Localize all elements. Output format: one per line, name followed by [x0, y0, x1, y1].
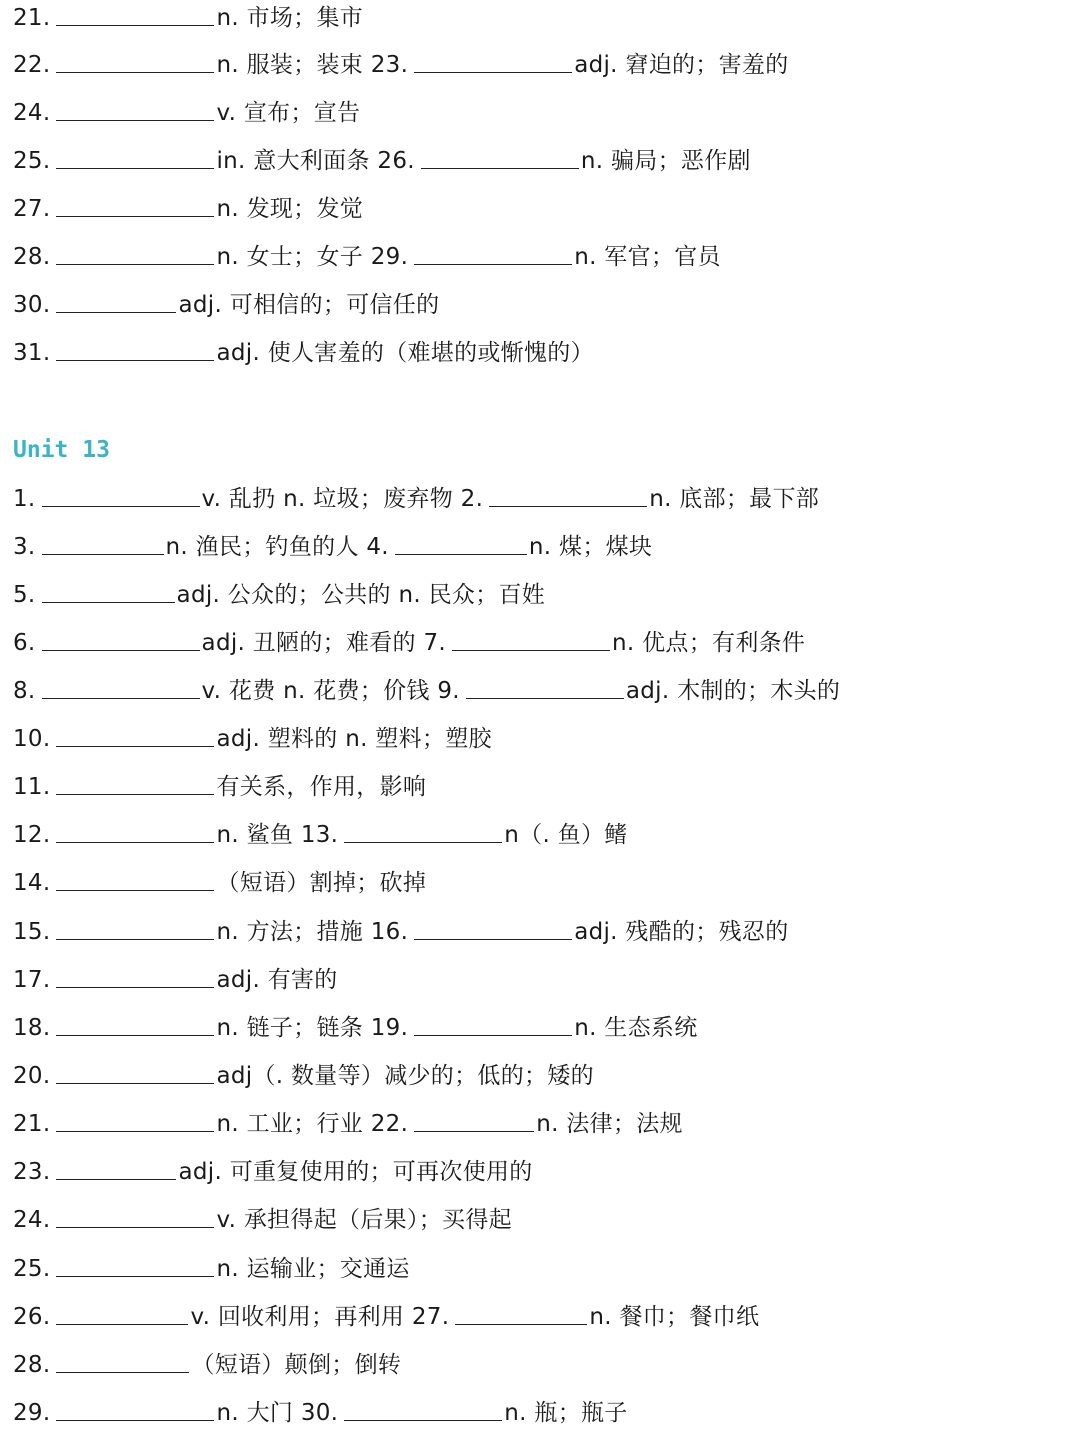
item-number: 8.: [13, 678, 36, 704]
item-definition: （短语）颠倒；倒转: [191, 1352, 402, 1378]
item-definition: n. 发现；发觉: [216, 196, 364, 222]
item-number: 29.: [370, 244, 409, 270]
item-number: 25.: [13, 148, 51, 174]
item-number: 19.: [370, 1015, 409, 1041]
vocab-line: [13, 239, 721, 275]
item-number: 22.: [370, 1111, 409, 1137]
item-definition: adj. 可重复使用的；可再次使用的: [178, 1159, 533, 1185]
item-number: 12.: [13, 822, 51, 848]
item-definition: v. 花费 n. 花费；价钱: [201, 678, 430, 704]
item-definition: v. 承担得起（后果）；买得起: [216, 1207, 512, 1233]
item-definition: adj. 窘迫的；害羞的: [574, 52, 789, 78]
vocab-line: [13, 577, 545, 613]
answer-blank[interactable]: [414, 1011, 572, 1036]
item-number: 27.: [13, 196, 51, 222]
item-number: 15.: [13, 919, 51, 945]
item-number: 7.: [423, 630, 447, 656]
item-definition: n. 渔民；钓鱼的人: [165, 534, 359, 560]
answer-blank[interactable]: [56, 866, 214, 891]
item-definition: n. 鲨鱼: [216, 822, 294, 848]
answer-blank[interactable]: [344, 1396, 502, 1421]
item-number: 13.: [300, 822, 339, 848]
item-number: 26.: [13, 1304, 51, 1330]
item-number: 28.: [13, 244, 51, 270]
answer-blank[interactable]: [414, 915, 572, 940]
item-definition: adj. 残酷的；残忍的: [574, 919, 789, 945]
answer-blank[interactable]: [56, 1396, 214, 1421]
answer-blank[interactable]: [56, 288, 176, 313]
vocab-line: [13, 865, 426, 901]
item-definition: n. 方法；措施: [216, 919, 364, 945]
item-definition: v. 回收利用；再利用: [190, 1304, 405, 1330]
vocab-line: [13, 1299, 759, 1335]
answer-blank[interactable]: [56, 1059, 214, 1084]
answer-blank[interactable]: [414, 240, 572, 265]
item-number: 29.: [13, 1400, 51, 1426]
item-number: 21.: [13, 5, 51, 31]
item-number: 30.: [13, 292, 51, 318]
item-number: 17.: [13, 967, 51, 993]
item-definition: adj. 有害的: [216, 967, 338, 993]
item-number: 22.: [13, 52, 51, 78]
item-definition: adj. 丑陋的；难看的: [201, 630, 416, 656]
item-definition: n. 餐巾；餐巾纸: [589, 1304, 760, 1330]
vocab-line: [13, 817, 628, 853]
item-number: 9.: [437, 678, 460, 704]
item-definition: n. 链子；链条: [216, 1015, 364, 1041]
answer-blank[interactable]: [56, 1107, 214, 1132]
answer-blank[interactable]: [414, 48, 572, 73]
item-definition: adj. 可相信的；可信任的: [178, 292, 440, 318]
item-definition: n. 军官；官员: [574, 244, 721, 270]
answer-blank[interactable]: [56, 770, 214, 795]
item-number: 3.: [13, 534, 36, 560]
vocab-line: [13, 1347, 401, 1383]
answer-blank[interactable]: [452, 626, 610, 651]
answer-blank[interactable]: [344, 818, 502, 843]
item-definition: n. 运输业；交通运: [216, 1256, 410, 1282]
vocab-line: [13, 721, 492, 757]
item-definition: n. 瓶；瓶子: [504, 1400, 628, 1426]
item-definition: n. 工业；行业: [216, 1111, 364, 1137]
item-number: 2.: [460, 486, 484, 512]
item-number: 25.: [13, 1256, 51, 1282]
answer-blank[interactable]: [56, 818, 214, 843]
answer-blank[interactable]: [56, 1203, 214, 1228]
item-definition: n. 骗局；恶作剧: [580, 148, 751, 174]
item-definition: in. 意大利面条: [216, 148, 370, 174]
vocab-line: [13, 1010, 698, 1046]
answer-blank[interactable]: [56, 48, 214, 73]
item-number: 26.: [377, 148, 415, 174]
item-number: 21.: [13, 1111, 51, 1137]
answer-blank[interactable]: [42, 482, 200, 507]
answer-blank[interactable]: [421, 144, 579, 169]
item-number: 24.: [13, 1207, 51, 1233]
vocab-line: [13, 914, 789, 950]
item-definition: n. 煤；煤块: [528, 534, 653, 560]
item-definition: n. 法律；法规: [536, 1111, 683, 1137]
item-definition: n. 女士；女子: [216, 244, 364, 270]
answer-blank[interactable]: [56, 915, 214, 940]
answer-blank[interactable]: [56, 1, 214, 26]
item-number: 31.: [13, 340, 51, 366]
item-number: 6.: [13, 630, 36, 656]
item-number: 24.: [13, 100, 51, 126]
answer-blank[interactable]: [42, 578, 175, 603]
item-number: 28.: [13, 1352, 51, 1378]
answer-blank[interactable]: [56, 1348, 189, 1373]
answer-blank[interactable]: [56, 192, 214, 217]
item-definition: adj（. 数量等）减少的；低的；矮的: [216, 1063, 594, 1089]
vocab-line: [13, 47, 789, 83]
answer-blank[interactable]: [56, 963, 214, 988]
answer-blank[interactable]: [56, 96, 214, 121]
answer-blank[interactable]: [466, 674, 624, 699]
answer-blank[interactable]: [42, 626, 200, 651]
vocab-line: [13, 625, 805, 661]
item-number: 4.: [366, 534, 389, 560]
vocab-line: [13, 191, 363, 227]
item-definition: n. 底部；最下部: [649, 486, 820, 512]
item-definition: n. 生态系统: [574, 1015, 698, 1041]
item-definition: n. 优点；有利条件: [612, 630, 806, 656]
answer-blank[interactable]: [56, 1155, 176, 1180]
item-definition: adj. 公众的；公共的 n. 民众；百姓: [176, 582, 546, 608]
item-definition: n. 服装；装束: [216, 52, 364, 78]
vocab-line: [13, 1395, 628, 1431]
unit-heading: Unit 13: [13, 437, 110, 463]
vocab-line: [13, 335, 594, 371]
item-definition: n（. 鱼）鳍: [504, 822, 628, 848]
vocab-line: [13, 95, 360, 131]
item-number: 18.: [13, 1015, 51, 1041]
item-number: 20.: [13, 1063, 51, 1089]
answer-blank[interactable]: [414, 1107, 534, 1132]
item-number: 10.: [13, 726, 51, 752]
item-definition: （短语）割掉；砍掉: [216, 870, 427, 896]
vocab-line: [13, 1058, 594, 1094]
item-number: 23.: [13, 1159, 51, 1185]
item-number: 23.: [370, 52, 409, 78]
item-definition: adj. 木制的；木头的: [625, 678, 841, 704]
item-definition: v. 宣布；宣告: [216, 100, 361, 126]
vocab-line: [13, 1202, 512, 1238]
item-number: 11.: [13, 774, 51, 800]
answer-blank[interactable]: [42, 530, 164, 555]
item-definition: v. 乱扔 n. 垃圾；废弃物: [201, 486, 454, 512]
item-definition: n. 大门: [216, 1400, 294, 1426]
vocab-line: [13, 1154, 533, 1190]
item-number: 14.: [13, 870, 51, 896]
answer-blank[interactable]: [395, 530, 527, 555]
item-definition: adj. 使人害羞的（难堪的或惭愧的）: [216, 340, 594, 366]
answer-blank[interactable]: [56, 336, 214, 361]
answer-blank[interactable]: [56, 144, 214, 169]
item-number: 30.: [300, 1400, 339, 1426]
item-definition: adj. 塑料的 n. 塑料；塑胶: [216, 726, 492, 752]
item-definition: 有关系，作用，影响: [216, 774, 427, 800]
vocab-line: [13, 529, 652, 565]
answer-blank[interactable]: [56, 1252, 214, 1277]
item-number: 16.: [370, 919, 409, 945]
item-number: 1.: [13, 486, 36, 512]
vocab-line: [13, 1251, 410, 1287]
answer-blank[interactable]: [489, 482, 647, 507]
vocab-line: [13, 481, 819, 517]
vocab-line: [13, 0, 363, 36]
answer-blank[interactable]: [56, 1011, 214, 1036]
answer-blank[interactable]: [42, 674, 200, 699]
vocab-line: [13, 673, 840, 709]
answer-blank[interactable]: [56, 722, 214, 747]
answer-blank[interactable]: [455, 1300, 587, 1325]
answer-blank[interactable]: [56, 1300, 188, 1325]
item-number: 27.: [411, 1304, 450, 1330]
vocab-line: [13, 1106, 683, 1142]
vocab-line: [13, 769, 426, 805]
item-definition: n. 市场；集市: [216, 5, 364, 31]
vocab-line: [13, 287, 439, 323]
vocab-line: [13, 962, 338, 998]
item-number: 5.: [13, 582, 36, 608]
vocab-line: [13, 143, 751, 179]
answer-blank[interactable]: [56, 240, 214, 265]
